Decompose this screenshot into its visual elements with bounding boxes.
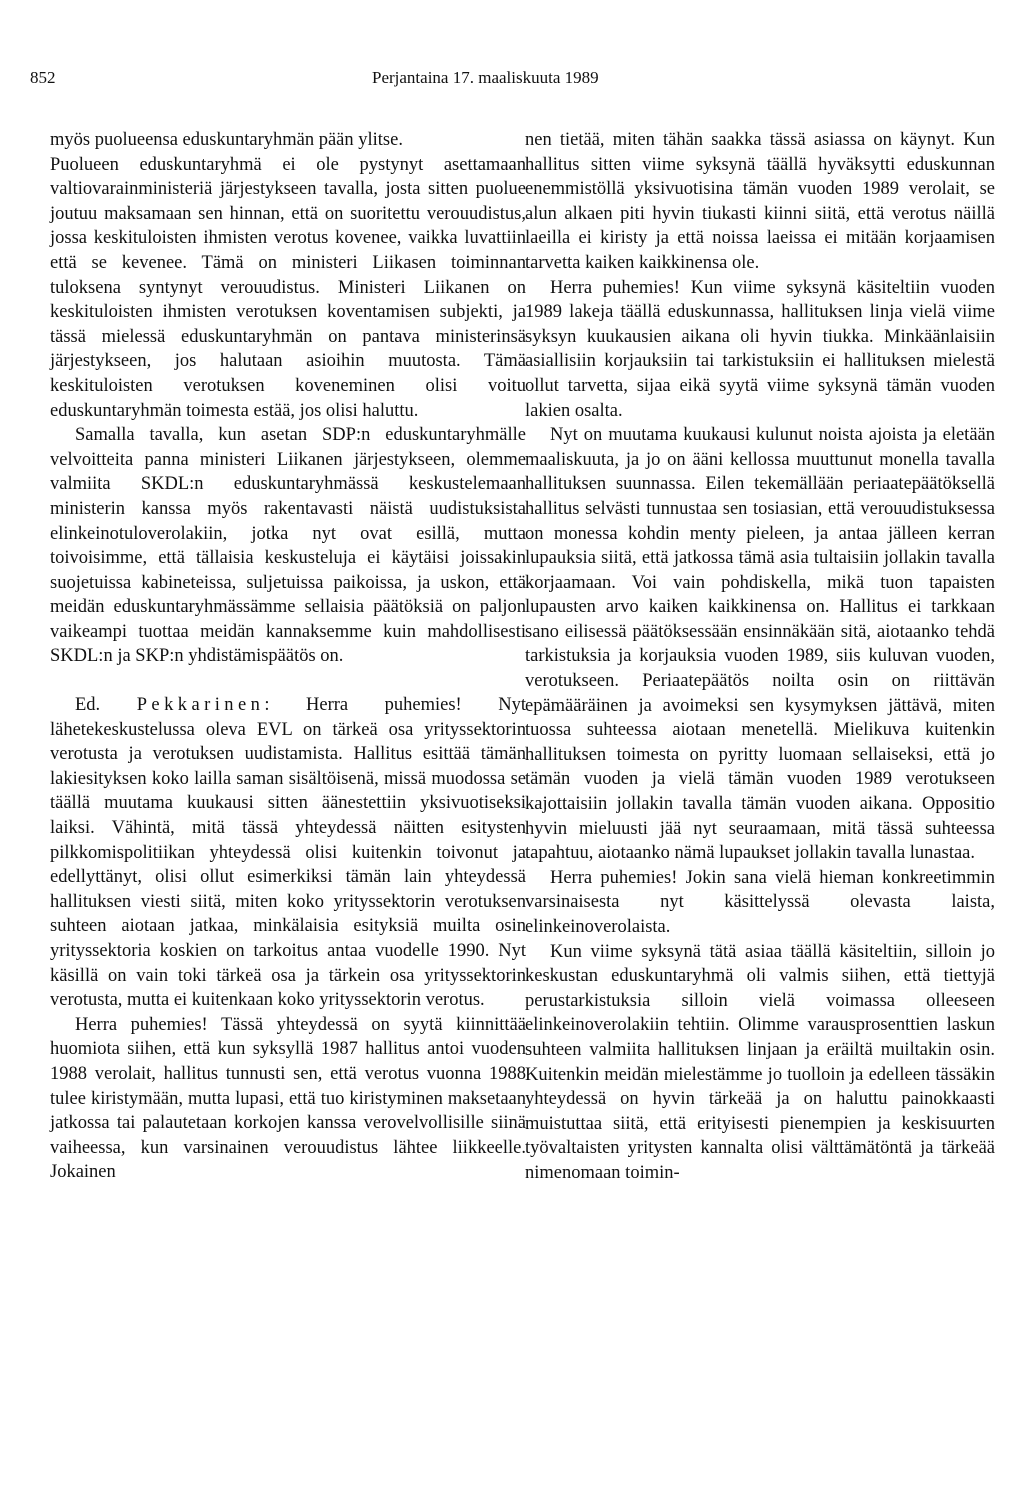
speech-text: : Herra puhemies! Nyt lähetekeskustelussa oleva EVL on tärkeä osa yrityssektorin verotusta ja verotuksen uudistamista. Hallitus esittää tämän lakiesityksen koko laillа saman sisältöisenä, missä muodossa se täällä muutama kuukausi sitten äänestettiin yksivuotiseksi laiksi. Vähintä, mitä tässä yhteydessä näitten esitysten pilkkomispolitiikan yhteydessä olisi kuitenkin toivonut ja edellyttänyt, olisi ollut esimerkiksi tämän lain yhteydessä hallituksen viesti siitä, miten koko yrityssektorin verotuksen suhteen aiotaan jatkaa, minkälaisia esityksiä muilta osin yrityssektoria koskien on tarkoitus antaa vuodelle 1990. Nyt käsillä on vain toki tärkeä osa ja tärkein osa yrityssektorin verotusta, mutta ei kuitenkaan koko yrityssektorin verotus. [50,695,526,1011]
running-head: Perjantaina 17. maaliskuuta 1989 [372,68,599,87]
paragraph: Puolueen eduskuntaryhmä ei ole pystynyt asettamaan valtiovarainministeriä järjestykseen tavalla, josta sitten puolue joutuu maksamaan sen hinnan, että on suoritettu verouudistus, jossa keskituloisten ihmisten verotus kovenee, vaikka luvattiin että se kevenee. Tämä on ministeri Liikasen toiminnan tuloksena syntynyt verouudistus. Ministeri Liikanen on keskituloisten ihmisten verotuksen koventamisen subjekti, ja tässä mielessä eduskuntaryhmän on pantava ministerinsä järjestykseen, jos halutaan asioihin muutosta. Tämä keskituloisten verotuksen koveneminen olisi voitu eduskuntaryhmän toimesta estää, jos olisi haluttu. [50,154,526,421]
speaker-name: Pekkarinen [136,695,265,716]
paragraph: Nyt on muutama kuukausi kulunut noista ajoista ja eletään maaliskuuta, ja jo on ääni kellossa muuttunut monella tavalla hallituksen suunnassa. Eilen tekemällään periaatepäätöksellä hallitus selvästi tunnustaa sen tosiasian, että verouudistuksessa on monessa kohdin menty pieleen, ja antaa jälleen kerran lupauksia siitä, että jatkossa tämä asia tultaisiin jollakin tavalla korjaamaan. Voi vain pohdiskella, mikä tuon tapaisten lupausten arvo kaiken kaikkinensa on. Hallitus ei tarkkaan sano eilisessä päätöksessään ensinnäkään sitä, aiotaanko tehdä tarkistuksia ja korjauksia vuoden 1989, siis kuluvan vuoden, verotukseen. Periaatepäätös noilta osin on riittävän epämääräinen ja avoimeksi sen kysymyksen jättävä, miten tuossa suhteessa aiotaan menetellä. Mielikuva kuitenkin hallituksen toimesta on pyritty luomaan sellaiseksi, että jo tämän vuoden ja vielä tämän vuoden 1989 verotukseen kajottaisiin jollakin tavalla tämän vuoden aikana. Oppositio hyvin mieluusti jää nyt seuraamaan, mitä tässä suhteessa tapahtuu, aiotaanko nämä lupaukset jollakin tavalla lunastaa. [525,425,995,864]
page-header [30,68,990,94]
paragraph: Herra puhemies! Tässä yhteydessä on syytä kiinnittää huomiota siihen, että kun syksyllä 1987 hallitus antoi vuoden 1988 verolait, hallitus tunnusti sen, että verotus vuonna 1988 tulee kiristymään, mutta lupasi, että tuo kiristyminen maksetaan jatkossa tai palautetaan korkojen kanssa verovelvollisille siinä vaiheessa, kun varsinainen verouudistus lähtee liikkeelle. Jokainen [50,1014,526,1183]
paragraph: Kun viime syksynä tätä asiaa täällä käsiteltiin, silloin jo keskustan eduskuntaryhmä oli valmis siihen, että tiettyjä perustarkistuksia silloin vielä voimassa olleeseen elinkeinoverolakiin tehtiin. Olimme varausprosenttien laskun suhteen valmiita hallituksen linjaan ja eräiltä muiltakin osin. Kuitenkin meidän mielestämme jo tuolloin ja edelleen tässäkin yhteydessä on hyvin tärkeää ja on haluttu painokkaasti muistuttaa siitä, että erityisesti pienempien ja keskisuurten työvaltaisten yritysten kannalta olisi välttämätöntä ja tärkeää nimenomaan toimin- [525,941,995,1183]
right-column [525,128,995,1186]
speech-paragraph [50,693,526,1013]
speaker-prefix: Ed. [74,695,137,716]
paragraph: Herra puhemies! Jokin sana vielä hieman konkreetimmin varsinaisesta nyt käsittelyssä olevasta laista, elinkeinoverolaista. [525,867,995,937]
paragraph: Herra puhemies! Kun viime syksynä käsiteltiin vuoden 1989 lakeja täällä eduskunnassa, hallituksen linja vielä viime syksyn kuukausien aikana oli hyvin tiukka. Minkäänlaisiin asiallisiin korjauksiin tai tarkistuksiin ei hallituksen mielestä ollut tarvetta, sijaa eikä syytä viime syksynä tämän vuoden lakien osalta. [525,277,995,421]
paragraph: Samalla tavalla, kun asetan SDP:n eduskuntaryhmälle velvoitteita panna ministeri Liikanen järjestykseen, olemme valmiita SKDL:n eduskuntaryhmässä keskustelemaan ministerin kanssa myös rakentavasti näistä uudistuksista elinkeinotuloverolakiin, jotka nyt ovat esillä, mutta toivoisimme, että tällaisia keskusteluja ei käytäisi joissakin suojetuissa kabineteissa, suljetuissa paikoissa, ja uskon, että meidän eduskuntaryhmässämme sellaisia päätöksiä on paljon vaikeampi tuottaa meidän kannaksemme kuin mahdollisesti SKDL:n ja SKP:n yhdistämispäätös on. [50,425,526,667]
left-column [50,128,526,1185]
page-number: 852 [30,68,56,87]
paragraph: myös puolueensa eduskuntaryhmän pään ylitse. [50,130,403,150]
paragraph: nen tietää, miten tähän saakka tässä asiassa on käynyt. Kun hallitus sitten viime syksynä täällä hyväksytti eduskunnan enemmistöllä yksivuotisina tämän vuoden 1989 verolait, se alun alkaen piti hyvin tiukasti kiinni siitä, että verotus näillä laeilla ei kiristy ja että noissa laeissa ei mitään korjaamisen tarvetta kaiken kaikkinensa ole. [525,130,995,273]
